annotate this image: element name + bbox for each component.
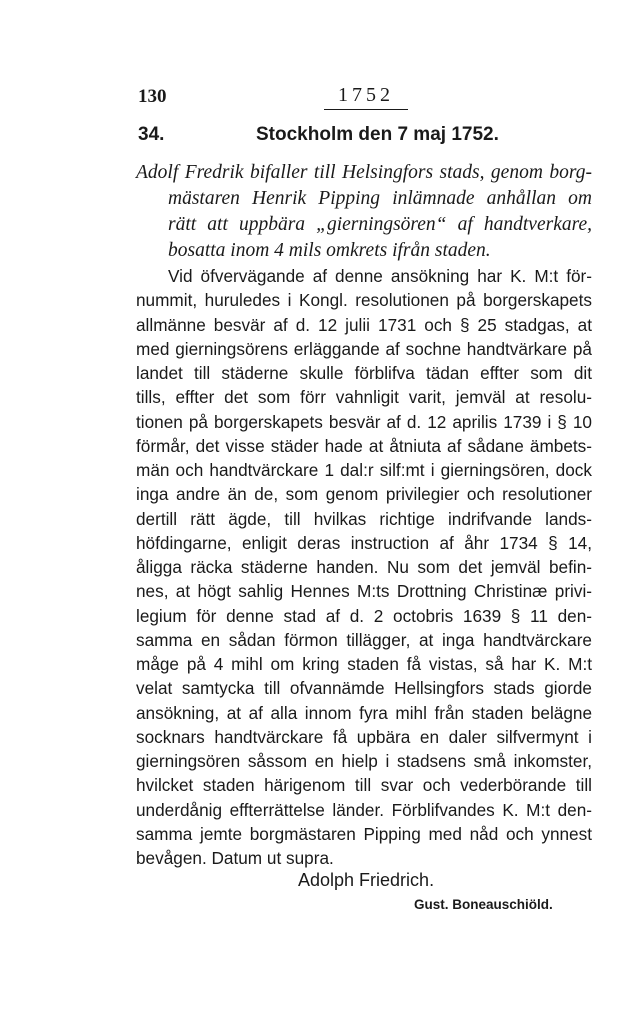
document-place-date: Stockholm den 7 maj 1752. — [256, 124, 499, 145]
body-line: ansökning, at af alla innom fyra mihl från staden belägne — [136, 702, 592, 723]
summary-line: bosatta inom 4 mils omkrets ifrån staden. — [168, 240, 491, 261]
document-number: 34. — [138, 124, 165, 145]
body-line: nummit, huruledes i Kongl. resolutionen på borgerskapets — [136, 290, 592, 311]
body-line: dertill rätt ägde, till hvilkas richtige indrifvande lands- — [136, 508, 592, 529]
body-line: underdånig effterrättelse länder. Förblifvandes K. M:t den- — [136, 799, 592, 820]
body-line: förmår, det visse städer hade at åtniuta af sådane ämbets- — [136, 435, 592, 456]
royal-signature: Adolph Friedrich. — [298, 870, 435, 890]
body-line: bevågen. Datum ut supra. — [136, 848, 334, 868]
body-line: män och handtvärckare 1 dal:r silf:mt i gierningsören, dock — [136, 460, 592, 480]
body-line: hvilcket staden härigenom till svar och vederbörande till — [136, 775, 592, 796]
body-line: måge på 4 mihl om kring staden få vistas, så har K. M:t — [136, 654, 592, 674]
body-line: Vid öfvervägande af denne ansökning har K. M:t för- — [168, 266, 592, 286]
body-line: samma jemte borgmästaren Pipping med nåd och ynnest — [136, 823, 592, 844]
body-line: velat samtycka till ofvannämde Hellsingfors stads giorde — [136, 678, 592, 699]
body-line: samma en sådan förmon tillägger, at inga handtvärckare — [136, 629, 592, 650]
body-line: allmänne besvär af d. 12 julii 1731 och § 25 stadgas, at — [136, 314, 592, 335]
body-line: landet till städerne skulle förblifva tädan effter som dit — [136, 363, 592, 383]
document-body — [136, 264, 592, 870]
body-line: legium för denne stad af d. 2 octobris 1639 § 11 den- — [136, 605, 592, 626]
summary-line: mästaren Henrik Pipping inlämnade anhållan om — [168, 188, 592, 209]
body-line: tills, effter det som förr vahnligit varit, jemväl at resolu- — [136, 387, 592, 408]
body-line: nes, at högt sahlig Hennes M:ts Drottning Christinæ privi- — [136, 581, 592, 602]
body-line: gierningsören såssom en hielp i stadsens små inkomster, — [136, 751, 592, 771]
summary-line: Adolf Fredrik bifaller till Helsingfors stads, genom borg- — [136, 162, 592, 183]
body-line: inga andre än de, som genom privilegier och resolutioner — [136, 484, 592, 505]
running-header-year: 1752 — [324, 84, 408, 110]
body-line: tionen på borgerskapets besvär af d. 12 aprilis 1739 i § 10 — [136, 411, 592, 432]
body-line: höfdingarne, enligit deras instruction af åhr 1734 § 14, — [136, 532, 592, 553]
countersignature: Gust. Boneauschiöld. — [414, 897, 553, 912]
body-line: socknars handtvärckare få upbära en daler silfvermynt i — [136, 726, 592, 747]
document-summary — [136, 160, 592, 264]
summary-line: rätt att uppbära „gierningsören“ af handtverkare, — [168, 214, 592, 235]
page-number: 130 — [138, 86, 167, 107]
body-line: med gierningsörens erläggande af sochne handtvärkare på — [136, 338, 592, 359]
body-line: åligga räcka städerne handen. Nu som det jemväl befin- — [136, 557, 592, 577]
